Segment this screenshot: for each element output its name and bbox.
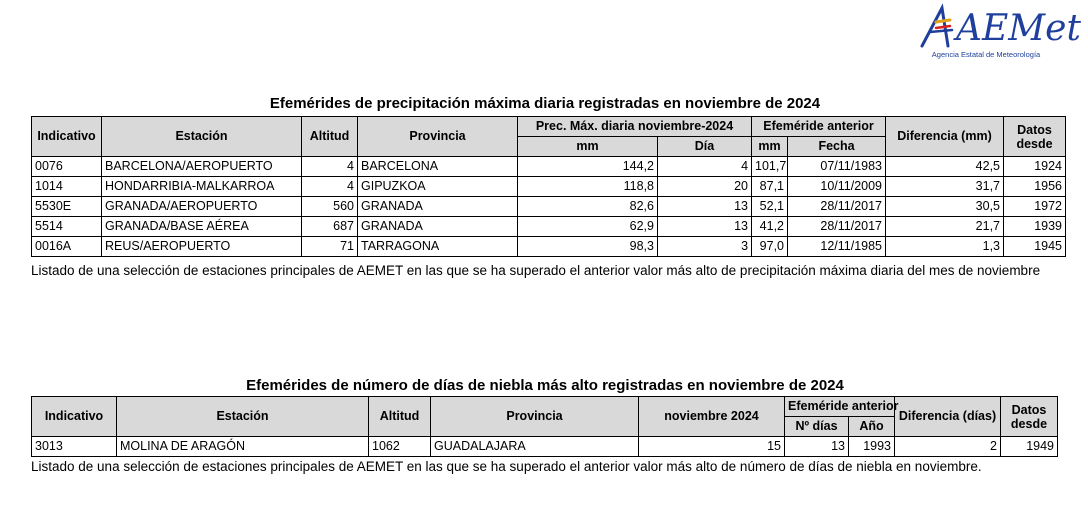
cell-anterior-mm: 41,2 — [752, 217, 788, 237]
cell-anterior-mm: 87,1 — [752, 177, 788, 197]
cell-diferencia: 31,7 — [886, 177, 1004, 197]
cell-provincia: GIPUZKOA — [358, 177, 518, 197]
header-efemeride-group: Efeméride anterior — [785, 397, 895, 417]
header-prec-group: Prec. Máx. diaria noviembre-2024 — [518, 117, 752, 137]
cell-indicativo: 0076 — [32, 157, 102, 177]
cell-diferencia: 42,5 — [886, 157, 1004, 177]
cell-fecha: 10/11/2009 — [788, 177, 886, 197]
cell-diferencia: 21,7 — [886, 217, 1004, 237]
table-row — [32, 217, 1066, 237]
cell-noviembre: 15 — [639, 437, 785, 457]
logo-subtitle: Agencia Estatal de Meteorología — [931, 50, 1041, 59]
cell-provincia: TARRAGONA — [358, 237, 518, 257]
cell-altitud: 560 — [302, 197, 358, 217]
header-datos-line1: Datos — [1017, 122, 1052, 137]
header-provincia: Provincia — [431, 397, 639, 437]
cell-indicativo: 0016A — [32, 237, 102, 257]
cell-dia: 13 — [658, 217, 752, 237]
cell-estacion: GRANADA/AEROPUERTO — [102, 197, 302, 217]
cell-datos-desde: 1956 — [1004, 177, 1066, 197]
header-datos-line2: desde — [1010, 416, 1048, 431]
table-row — [32, 437, 1058, 457]
cell-estacion: GRANADA/BASE AÉREA — [102, 217, 302, 237]
cell-estacion: HONDARRIBIA-MALKARROA — [102, 177, 302, 197]
cell-prec-mm: 118,8 — [518, 177, 658, 197]
header-provincia: Provincia — [358, 117, 518, 157]
cell-provincia: GRANADA — [358, 217, 518, 237]
cell-altitud: 687 — [302, 217, 358, 237]
cell-fecha: 12/11/1985 — [788, 237, 886, 257]
header-estacion: Estación — [117, 397, 369, 437]
cell-anterior-mm: 97,0 — [752, 237, 788, 257]
cell-altitud: 1062 — [369, 437, 431, 457]
cell-prec-mm: 144,2 — [518, 157, 658, 177]
cell-prec-mm: 98,3 — [518, 237, 658, 257]
header-altitud: Altitud — [302, 117, 358, 157]
logo-text: AEMet — [956, 8, 1081, 49]
header-datos-desde — [1001, 397, 1058, 437]
cell-n-dias: 13 — [785, 437, 849, 457]
fog-days-table — [31, 396, 1058, 457]
cell-dia: 4 — [658, 157, 752, 177]
cell-prec-mm: 82,6 — [518, 197, 658, 217]
cell-provincia: GRANADA — [358, 197, 518, 217]
table1-title: Efemérides de precipitación máxima diaria registradas en noviembre de 2024 — [269, 95, 821, 112]
header-datos-line2: desde — [1016, 136, 1053, 151]
header-fecha: Fecha — [788, 137, 886, 157]
header-efemeride-group: Efeméride anterior — [752, 117, 886, 137]
cell-estacion: BARCELONA/AEROPUERTO — [102, 157, 302, 177]
cell-provincia: BARCELONA — [358, 157, 518, 177]
cell-dia: 3 — [658, 237, 752, 257]
header-datos-desde — [1004, 117, 1066, 157]
table1-note: Listado de una selección de estaciones principales de AEMET en las que se ha superado el anterior valor más alto de precipitación máxima diaria del mes de noviembre — [31, 263, 1041, 278]
table-row — [32, 237, 1066, 257]
cell-datos-desde: 1945 — [1004, 237, 1066, 257]
table-row — [32, 157, 1066, 177]
cell-altitud: 4 — [302, 177, 358, 197]
header-mm: mm — [518, 137, 658, 157]
header-diferencia: Diferencia (días) — [895, 397, 1001, 437]
cell-estacion: REUS/AEROPUERTO — [102, 237, 302, 257]
table-row — [32, 177, 1066, 197]
aemet-logo — [916, 2, 1081, 64]
cell-altitud: 4 — [302, 157, 358, 177]
cell-fecha: 07/11/1983 — [788, 157, 886, 177]
cell-estacion: MOLINA DE ARAGÓN — [117, 437, 369, 457]
header-datos-line1: Datos — [1011, 402, 1047, 417]
cell-diferencia: 1,3 — [886, 237, 1004, 257]
cell-prec-mm: 62,9 — [518, 217, 658, 237]
header-indicativo: Indicativo — [32, 397, 117, 437]
cell-diferencia: 30,5 — [886, 197, 1004, 217]
cell-indicativo: 5514 — [32, 217, 102, 237]
header-diferencia: Diferencia (mm) — [886, 117, 1004, 157]
cell-altitud: 71 — [302, 237, 358, 257]
cell-indicativo: 3013 — [32, 437, 117, 457]
precipitation-table — [31, 116, 1066, 257]
cell-fecha: 28/11/2017 — [788, 197, 886, 217]
cell-datos-desde: 1949 — [1001, 437, 1058, 457]
cell-datos-desde: 1924 — [1004, 157, 1066, 177]
cell-anterior-mm: 52,1 — [752, 197, 788, 217]
header-estacion: Estación — [102, 117, 302, 157]
table2-title: Efemérides de número de días de niebla más alto registradas en noviembre de 2024 — [246, 377, 844, 394]
table-row — [32, 197, 1066, 217]
header-anio: Año — [849, 417, 895, 437]
cell-anio: 1993 — [849, 437, 895, 457]
header-n-dias: Nº días — [785, 417, 849, 437]
cell-diferencia: 2 — [895, 437, 1001, 457]
cell-indicativo: 5530E — [32, 197, 102, 217]
header-noviembre-2024: noviembre 2024 — [639, 397, 785, 437]
header-dia: Día — [658, 137, 752, 157]
cell-indicativo: 1014 — [32, 177, 102, 197]
cell-anterior-mm: 101,7 — [752, 157, 788, 177]
header-mm-anterior: mm — [752, 137, 788, 157]
cell-fecha: 28/11/2017 — [788, 217, 886, 237]
header-altitud: Altitud — [369, 397, 431, 437]
cell-dia: 13 — [658, 197, 752, 217]
cell-datos-desde: 1972 — [1004, 197, 1066, 217]
table2-note: Listado de una selección de estaciones principales de AEMET en las que se ha superado el anterior valor más alto de número de días de niebla en noviembre. — [31, 459, 982, 474]
cell-datos-desde: 1939 — [1004, 217, 1066, 237]
header-indicativo: Indicativo — [32, 117, 102, 157]
cell-provincia: GUADALAJARA — [431, 437, 639, 457]
cell-dia: 20 — [658, 177, 752, 197]
